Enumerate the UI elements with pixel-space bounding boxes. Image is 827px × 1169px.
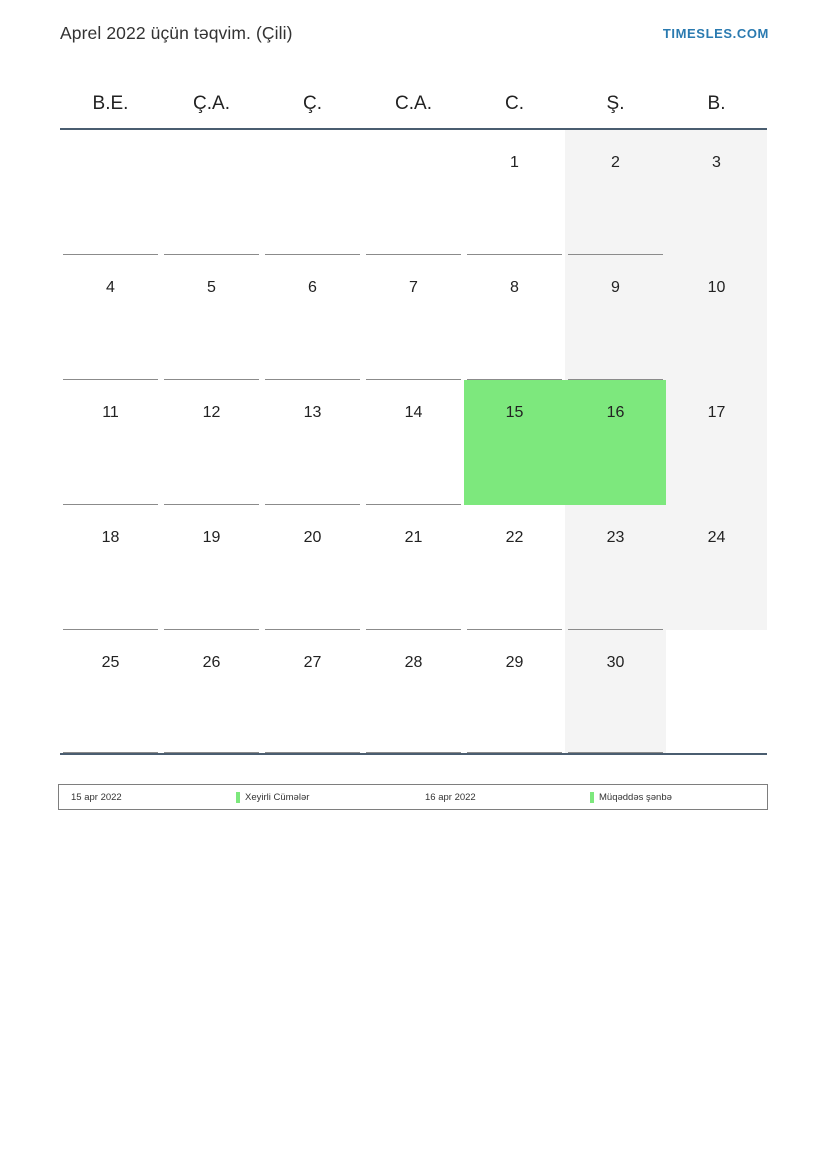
day-cell xyxy=(363,630,464,753)
day-cell xyxy=(464,255,565,380)
day-number: 23 xyxy=(606,529,625,546)
day-number: 24 xyxy=(707,529,726,546)
day-number: 5 xyxy=(207,279,216,296)
day-cell xyxy=(60,130,161,255)
day-number: 19 xyxy=(202,529,221,546)
color-swatch-icon xyxy=(236,792,240,803)
day-number: 26 xyxy=(202,654,221,671)
day-cell xyxy=(565,130,666,255)
weekday-friday: C. xyxy=(505,93,524,114)
day-cell xyxy=(60,380,161,505)
day-number: 21 xyxy=(404,529,423,546)
day-number: 9 xyxy=(611,279,620,296)
day-number: 1 xyxy=(510,154,519,171)
calendar-week-row xyxy=(60,505,767,630)
weekday-thursday: C.A. xyxy=(395,93,432,114)
brand-logo: TIMESLES.COM xyxy=(662,25,769,41)
legend xyxy=(58,784,768,810)
day-number: 27 xyxy=(303,654,322,671)
day-number: 25 xyxy=(101,654,120,671)
day-cell xyxy=(666,630,767,753)
day-number: 11 xyxy=(102,404,119,421)
day-cell xyxy=(161,130,262,255)
day-number: 28 xyxy=(404,654,423,671)
color-swatch-icon xyxy=(590,792,594,803)
day-cell xyxy=(363,505,464,630)
day-cell xyxy=(262,505,363,630)
day-cell xyxy=(363,380,464,505)
calendar xyxy=(60,80,767,755)
day-cell-holiday xyxy=(565,380,666,505)
day-cell xyxy=(262,630,363,753)
day-cell-holiday xyxy=(464,380,565,505)
day-cell xyxy=(161,630,262,753)
day-cell xyxy=(565,630,666,753)
weekday-tuesday: Ç.A. xyxy=(193,93,230,114)
day-cell xyxy=(363,130,464,255)
calendar-week-row xyxy=(60,380,767,505)
day-number: 10 xyxy=(707,279,726,296)
day-number: 4 xyxy=(106,279,115,296)
day-number: 7 xyxy=(409,279,418,296)
day-number: 20 xyxy=(303,529,322,546)
day-number: 12 xyxy=(202,404,221,421)
page-header xyxy=(0,18,827,48)
day-cell xyxy=(363,255,464,380)
page-title: Aprel 2022 üçün təqvim. (Çili) xyxy=(60,22,293,43)
weekday-sunday: B. xyxy=(707,93,726,114)
legend-date: 16 apr 2022 xyxy=(425,791,476,803)
day-cell xyxy=(464,630,565,753)
day-cell xyxy=(666,505,767,630)
day-cell xyxy=(60,505,161,630)
day-cell xyxy=(60,630,161,753)
day-number: 2 xyxy=(611,154,620,171)
day-cell xyxy=(262,380,363,505)
day-number: 13 xyxy=(303,404,322,421)
weekday-header-row xyxy=(60,80,767,128)
day-number: 18 xyxy=(101,529,120,546)
legend-entry xyxy=(413,785,767,809)
legend-label: Xeyirli Cümələr xyxy=(245,791,310,803)
day-number: 15 xyxy=(505,404,524,421)
weekday-monday: B.E. xyxy=(92,93,129,114)
day-cell xyxy=(565,505,666,630)
day-number: 29 xyxy=(505,654,524,671)
day-cell xyxy=(262,255,363,380)
day-number: 8 xyxy=(510,279,519,296)
day-cell xyxy=(565,255,666,380)
day-cell xyxy=(666,255,767,380)
calendar-week-row xyxy=(60,130,767,255)
day-number: 6 xyxy=(308,279,317,296)
day-cell xyxy=(262,130,363,255)
day-cell xyxy=(464,505,565,630)
calendar-grid xyxy=(60,128,767,755)
day-cell xyxy=(161,255,262,380)
day-cell xyxy=(666,130,767,255)
day-cell xyxy=(464,130,565,255)
day-cell xyxy=(161,505,262,630)
day-cell xyxy=(161,380,262,505)
weekday-saturday: Ş. xyxy=(606,93,625,114)
legend-entry xyxy=(59,785,413,809)
day-number: 16 xyxy=(606,404,625,421)
calendar-week-row xyxy=(60,255,767,380)
legend-label-wrap xyxy=(590,792,767,803)
legend-label-wrap xyxy=(236,792,413,803)
day-cell xyxy=(60,255,161,380)
weekday-wednesday: Ç. xyxy=(303,93,322,114)
day-number: 22 xyxy=(505,529,524,546)
day-number: 17 xyxy=(707,404,726,421)
day-number: 3 xyxy=(712,154,721,171)
day-cell xyxy=(666,380,767,505)
legend-label: Müqəddəs şənbə xyxy=(599,791,672,803)
legend-date: 15 apr 2022 xyxy=(71,791,122,803)
day-number: 14 xyxy=(404,404,423,421)
calendar-week-row xyxy=(60,630,767,755)
day-number: 30 xyxy=(606,654,625,671)
